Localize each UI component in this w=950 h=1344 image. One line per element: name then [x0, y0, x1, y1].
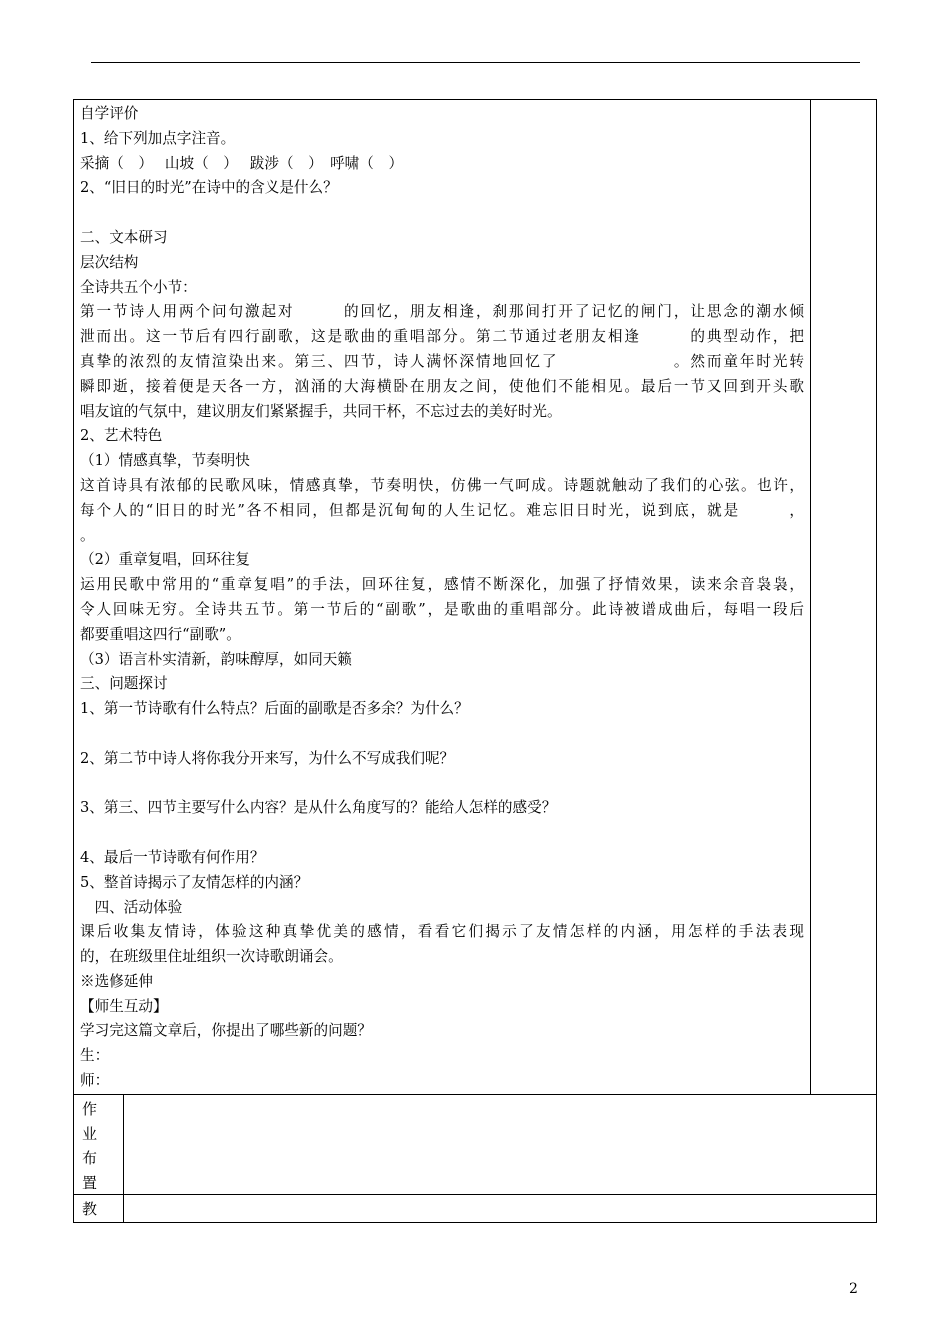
text-line: 师： [80, 1072, 110, 1090]
question-line: 4、最后一节诗歌有何作用？ [80, 848, 265, 866]
homework-label-char: 作 [82, 1100, 98, 1118]
homework-label [82, 1097, 102, 1195]
question-line: 5、整首诗揭示了友情怎样的内涵？ [80, 873, 309, 891]
text-line: 瞬即逝，接着便是天各一方，汹涌的大海横卧在朋友之间，使他们不能相见。最后一节又回到开头歌 [80, 377, 804, 395]
text-line: 真挚的浓烈的友情渲染出来。第三、四节，诗人满怀深情地回忆了 。然而童年时光转 [80, 352, 804, 370]
text-line: 令人回味无穷。全诗共五节。第一节后的“副歌”，是歌曲的重唱部分。此诗被谱成曲后，每唱一段后 [80, 600, 804, 618]
text-line: 的，在班级里住址组织一次诗歌朗诵会。 [80, 948, 343, 966]
question-line: 2、第二节中诗人将你我分开来写，为什么不写成我们呢？ [80, 749, 455, 767]
text-line: 课后收集友情诗，体验这种真挚优美的感情，看看它们揭示了友情怎样的内涵，用怎样的手法表现 [80, 923, 804, 941]
blank-line [80, 772, 804, 797]
question-line: 1、第一节诗歌有什么特点？后面的副歌是否多余？为什么？ [80, 700, 469, 718]
text-line: （1）情感真挚，节奏明快 [80, 452, 250, 470]
text-line: 唱友谊的气氛中，建议朋友们紧紧握手，共同干杯，不忘过去的美好时光。 [80, 402, 562, 420]
text-line: 采摘（ ） 山坡（ ） 跋涉（ ） 呼啸（ ） [80, 154, 404, 172]
text-line: ※选修延伸 [80, 972, 153, 990]
question-line: 3、第三、四节主要写什么内容？是从什么角度写的？能给人怎样的感受？ [80, 799, 557, 817]
text-line: 运用民歌中常用的“重章复唱”的手法，回环往复，感情不断深化，加强了抒情效果，读来余音袅袅， [80, 576, 804, 594]
notes-column-divider [810, 99, 811, 1095]
text-line: （2）重章复唱，回环往复 [80, 551, 250, 569]
text-line: 都要重唱这四行“副歌”。 [80, 625, 241, 643]
text-line: 全诗共五个小节： [80, 278, 197, 296]
text-line: 自学评价 [80, 105, 139, 122]
text-line: （3）语言朴实清新，韵味醇厚，如同天籁 [80, 650, 352, 668]
text-line: 生： [80, 1047, 110, 1065]
header-rule [91, 62, 860, 63]
text-line: 2、艺术特色 [80, 427, 163, 445]
lesson-text [80, 102, 804, 1094]
text-line: 1、给下列加点字注音。 [80, 129, 236, 147]
text-line: 泄而出。这一节后有四行副歌，这是歌曲的重唱部分。第二节通过老朋友相逢 的典型动作，把 [80, 328, 804, 346]
section-heading: 四、活动体验 [80, 898, 183, 916]
text-line: 第一节诗人用两个问句激起对 的回忆，朋友相逢，刹那间打开了记忆的闸门，让思念的潮水倾 [80, 303, 804, 321]
text-line: 层次结构 [80, 253, 139, 271]
homework-label-char: 业 [82, 1124, 98, 1143]
section-heading: 三、问题探讨 [80, 675, 168, 693]
homework-cell [73, 1094, 877, 1195]
text-line: 。 [80, 526, 95, 544]
blank-line [80, 201, 804, 226]
teaching-label: 教 [82, 1200, 98, 1218]
text-line: 学习完这篇文章后，你提出了哪些新的问题？ [80, 1022, 372, 1040]
homework-label-char: 布 [82, 1149, 98, 1167]
section-heading: 二、文本研习 [80, 228, 168, 246]
text-line: 这首诗具有浓郁的民歌风味，情感真挚，节奏明快，仿佛一气呵成。诗题就触动了我们的心弦。也许， [80, 476, 804, 494]
text-line: 每个人的“旧日的时光”各不相同，但都是沉甸甸的人生记忆。难忘旧日时光，说到底，就是 ， [80, 501, 804, 519]
page-number: 2 [849, 1281, 858, 1297]
text-line: 【师生互动】 [80, 997, 168, 1015]
blank-line [80, 821, 804, 846]
homework-label-char: 置 [82, 1173, 98, 1192]
text-line: 2、“旧日的时光”在诗中的含义是什么？ [80, 179, 338, 197]
teaching-cell [73, 1194, 877, 1223]
blank-line [80, 722, 804, 747]
